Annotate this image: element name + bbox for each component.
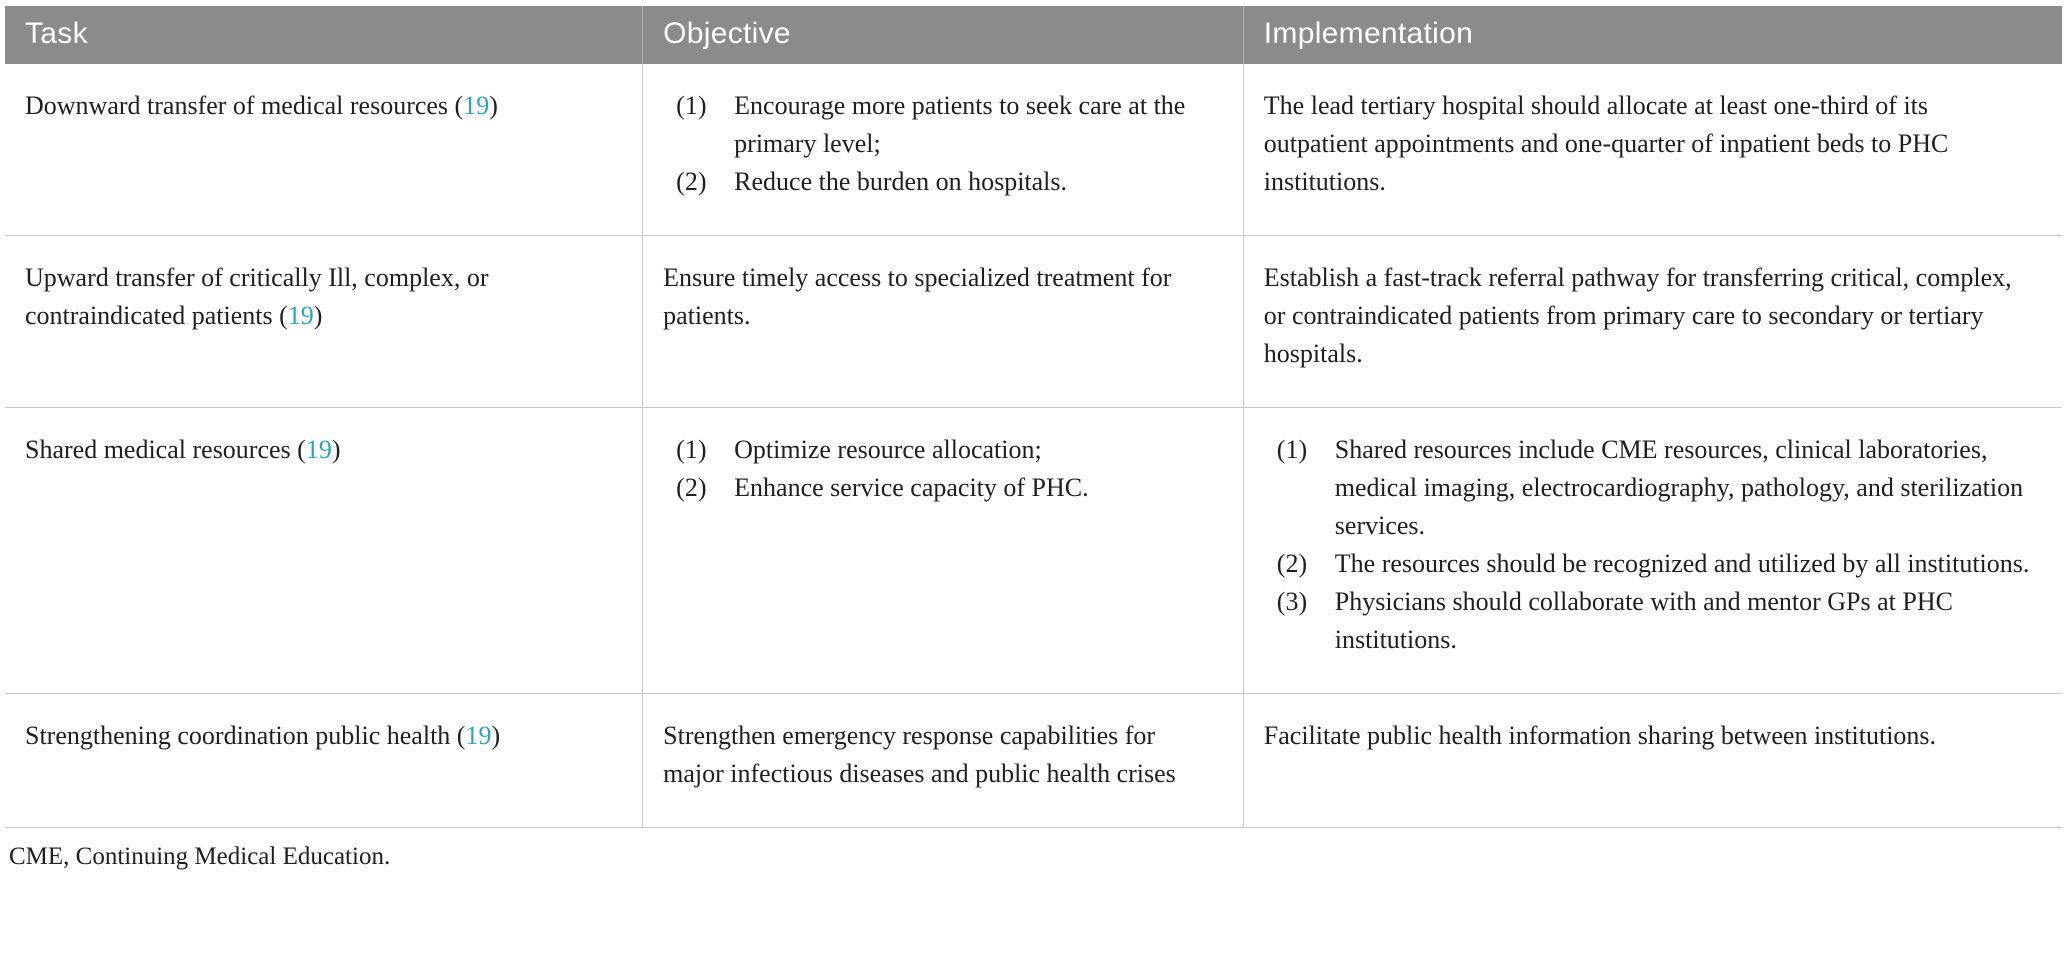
implementation-cell <box>1243 236 2062 408</box>
cell-paragraph: Strengthen emergency response capabilities for major infectious diseases and public health crises <box>663 721 1176 788</box>
column-header-objective: Objective <box>643 6 1244 64</box>
objective-list <box>663 87 1217 201</box>
list-item-number: (2) <box>676 473 707 502</box>
list-item-number: (2) <box>676 167 707 196</box>
column-header-implementation: Implementation <box>1243 6 2062 64</box>
header-row <box>5 6 2062 64</box>
cell-paragraph: Ensure timely access to specialized treatment for patients. <box>663 263 1172 330</box>
citation-link[interactable]: 19 <box>465 721 492 750</box>
list-item-text: Enhance service capacity of PHC. <box>734 473 1089 502</box>
citation-link[interactable]: 19 <box>305 435 332 464</box>
task-text: Shared medical resources ( <box>25 435 306 464</box>
task-text: Strengthening coordination public health ( <box>25 721 466 750</box>
list-item-text: Physicians should collaborate with and mentor GPs at PHC institutions. <box>1334 587 1953 654</box>
list-item-number: (1) <box>676 91 707 120</box>
list-item-number: (1) <box>1276 435 1308 464</box>
objective-cell <box>643 236 1244 408</box>
list-item-text: Optimize resource allocation; <box>734 435 1042 464</box>
cell-paragraph: Establish a fast-track referral pathway for transferring critical, complex, or contraindicated patients from primary care to secondary or tertiary hospitals. <box>1263 263 2012 368</box>
list-item <box>676 87 1217 163</box>
task-text-suffix: ) <box>491 721 501 750</box>
list-item <box>676 163 1217 201</box>
objective-cell <box>643 64 1244 236</box>
citation-link[interactable]: 19 <box>287 301 314 330</box>
list-item-number: (3) <box>1276 587 1308 616</box>
list-item <box>676 431 1217 469</box>
list-item <box>1277 583 2036 659</box>
table-row <box>5 64 2062 236</box>
cell-paragraph: Facilitate public health information sharing between institutions. <box>1263 721 1937 750</box>
objective-cell <box>643 408 1244 694</box>
implementation-list <box>1264 431 2036 659</box>
list-item-text: Encourage more patients to seek care at the primary level; <box>734 91 1186 158</box>
list-item-text: Shared resources include CME resources, clinical laboratories, medical imaging, electrocardiography, pathology, and sterilization services. <box>1334 435 2024 540</box>
table-row <box>5 408 2062 694</box>
implementation-cell <box>1243 408 2062 694</box>
objective-cell <box>643 694 1244 828</box>
task-text-suffix: ) <box>313 301 323 330</box>
list-item <box>1277 431 2036 545</box>
objective-list <box>663 431 1217 507</box>
table-row <box>5 236 2062 408</box>
task-cell <box>5 408 643 694</box>
list-item-text: Reduce the burden on hospitals. <box>734 167 1068 196</box>
implementation-cell <box>1243 64 2062 236</box>
task-cell <box>5 694 643 828</box>
list-item-text: The resources should be recognized and utilized by all institutions. <box>1334 549 2030 578</box>
task-text: Upward transfer of critically Ill, complex, or contraindicated patients ( <box>25 263 489 330</box>
citation-link[interactable]: 19 <box>463 91 490 120</box>
list-item <box>1277 545 2036 583</box>
implementation-cell <box>1243 694 2062 828</box>
list-item-number: (2) <box>1276 549 1308 578</box>
cell-paragraph: The lead tertiary hospital should allocate at least one-third of its outpatient appointments and one-quarter of inpatient beds to PHC institutions. <box>1263 91 1949 196</box>
table-row <box>5 694 2062 828</box>
table-footnote: CME, Continuing Medical Education. <box>9 843 391 870</box>
task-cell <box>5 236 643 408</box>
list-item <box>676 469 1217 507</box>
task-text: Downward transfer of medical resources ( <box>25 91 464 120</box>
task-table <box>5 6 2062 828</box>
list-item-number: (1) <box>676 435 707 464</box>
task-text-suffix: ) <box>331 435 341 464</box>
column-header-task: Task <box>5 6 643 64</box>
task-text-suffix: ) <box>489 91 498 120</box>
task-cell <box>5 64 643 236</box>
